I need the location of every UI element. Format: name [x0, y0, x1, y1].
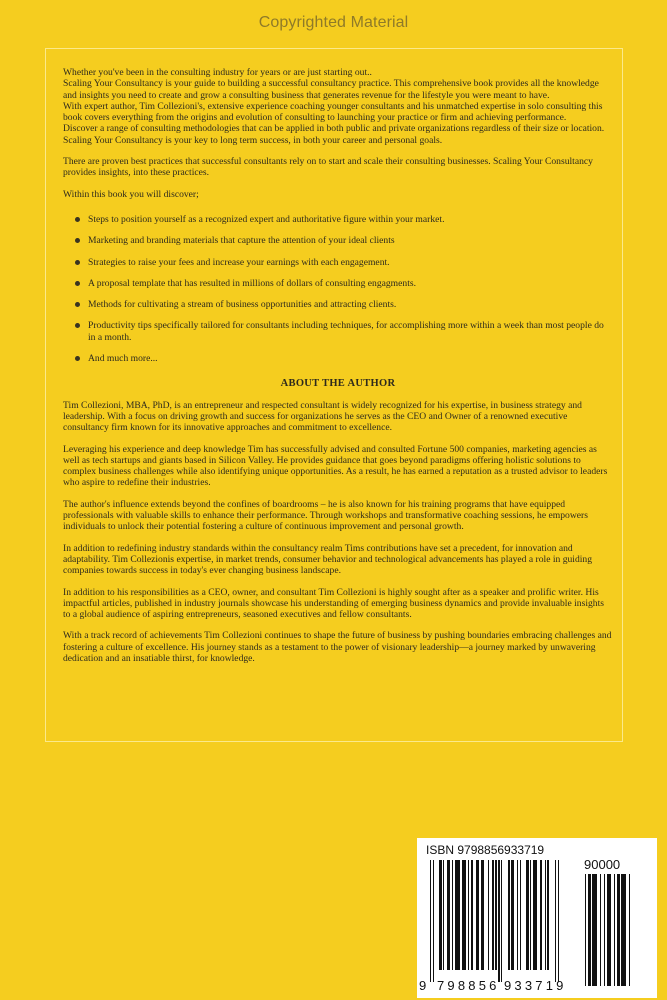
barcode-bar [592, 874, 596, 986]
barcode-bar [455, 860, 461, 970]
barcode-bar [617, 874, 620, 986]
intro-line: Whether you've been in the consulting industry for years or are just starting out.. [63, 67, 372, 78]
barcode-bar [443, 860, 444, 970]
barcode-bar [607, 874, 611, 986]
barcode-bar [555, 860, 556, 982]
about-author-heading: ABOUT THE AUTHOR [280, 378, 396, 390]
intro-block [63, 67, 613, 146]
barcode-bar [533, 860, 537, 970]
barcode-bar [452, 860, 453, 970]
barcode-bar [476, 860, 479, 970]
barcode-bar [545, 860, 546, 970]
barcode-bar [471, 860, 474, 970]
price-code: 90000 [584, 857, 621, 872]
copyright-watermark: Copyrighted Material [258, 14, 409, 31]
barcode-bar [511, 860, 514, 970]
list-item: Productivity tips specifically tailored for consultants including techniques, for accomplishing more within a week than most people do in a month. [75, 320, 613, 343]
discover-list [63, 214, 613, 364]
barcode-bar [495, 860, 496, 970]
barcode-bar [530, 860, 531, 970]
about-paragraph: Leveraging his experience and deep knowledge Tim has successfully advised and consulted Fortune 500 companies, marketing agencies as well as tech startups and giants based in Silicon Valley. He provides guidance that goes beyond paradigms offering holistic solutions to complex business challenges while also identifying unique opportunities. As a result, he has earned a reputation as a trusted advisor to leaders who aspire to redefine their industries. [63, 443, 608, 489]
back-cover-text [63, 67, 613, 674]
barcode-bar [468, 860, 469, 970]
best-practices-paragraph: There are proven best practices that successful consultants rely on to start and scale their consulting businesses. Scaling Your Consultancy provides insights, into these practices. [63, 156, 593, 179]
barcode-bar [600, 874, 601, 986]
barcode-bar [629, 874, 630, 986]
about-paragraph: The author's influence extends beyond the confines of boardrooms – he is also known for his training programs that have equipped professionals with valuable skills to enhance their performance. Through workshops and transformative coaching sessions, he empowers individuals to unlock their potential fostering a culture of continuous improvement and personal growth. [63, 498, 588, 533]
isbn-label: ISBN 9798856933719 [426, 843, 545, 857]
list-item: Marketing and branding materials that capture the attention of your ideal clients [75, 235, 613, 246]
barcode-bar [517, 860, 518, 970]
barcode-bar [588, 874, 591, 986]
list-item: Strategies to raise your fees and increase your earnings with each engagement. [75, 257, 613, 268]
barcode-digit-lead: 9 [419, 978, 427, 993]
intro-line: Discover a range of consulting methodologies that can be applied in both public and private organizations regardless of their size or location. Scaling Your Consultancy is your key to long term success, in both your career and personal goals. [63, 123, 605, 146]
list-item: Steps to position yourself as a recognized expert and authoritative figure within your market. [75, 214, 613, 225]
barcode-bar [604, 874, 605, 986]
barcode-bar [492, 860, 493, 970]
main-barcode-bars [430, 860, 570, 982]
intro-line: Scaling Your Consultancy is your guide to building a successful consultancy practice. This comprehensive book provides all the knowledge and insights you need to create and grow a consulting business that generates revenue for the lifestyle you were meant to have. [63, 78, 599, 101]
barcode-bar [447, 860, 450, 970]
barcode-bar [488, 860, 489, 970]
about-paragraph: In addition to redefining industry standards within the consultancy realm Tims contributions have set a precedent, for innovation and adaptability. Tim Collezionis expertise, in market trends, consumer behavior and technological advancements has played a role in guiding companies towards success in today's ever changing business landscape. [63, 542, 593, 577]
barcode-bar [547, 860, 548, 970]
barcode-bar [462, 860, 466, 970]
about-paragraph: With a track record of achievements Tim Collezioni continues to shape the future of business by pushing boundaries embracing challenges and fostering a culture of excellence. His journey stands as a testament to the power of visionary leadership—a journey marked by unwavering dedication and an insatiable thirst, for knowledge. [63, 630, 612, 664]
barcode-bar [585, 874, 586, 986]
discover-intro: Within this book you will discover; [63, 188, 199, 200]
barcode-bar [621, 874, 625, 986]
barcode-bar [439, 860, 442, 970]
barcode-bar [614, 874, 615, 986]
list-item: A proposal template that has resulted in millions of dollars of consulting engagments. [75, 278, 613, 289]
barcode-bar [433, 860, 434, 982]
barcode-bar [520, 860, 521, 970]
barcode-bar [540, 860, 541, 970]
barcode-bar [558, 860, 559, 982]
addon-barcode-bars [585, 874, 641, 986]
barcode-bar [430, 860, 431, 982]
barcode-bar [508, 860, 509, 970]
about-paragraph: In addition to his responsibilities as a CEO, owner, and consultant Tim Collezioni is highly sought after as a speaker and prolific writer. His impactful articles, published in industry journals showcase his understanding of emerging business dynamics and provide invaluable insights to a global audience of aspiring entrepreneurs, seasoned executives and fellow consultants. [63, 586, 604, 621]
isbn-barcode [417, 838, 657, 998]
barcode-digits-left: 798856 [437, 978, 500, 993]
intro-line: With expert author, Tim Collezioni's, extensive experience coaching younger consultants and his unmatched expertise in solo consulting this book covers everything from the origins and evolution of consulting to launching your practice or firm and achieving performance. [63, 100, 603, 124]
barcode-digits-right: 933719 [504, 978, 567, 993]
barcode-bar [481, 860, 484, 970]
barcode-bar [526, 860, 529, 970]
about-paragraph: Tim Collezioni, MBA, PhD, is an entrepreneur and respected consultant is widely recognized for his expertise, in business strategy and leadership. With a focus on driving growth and success for organizations he serves as the CEO and Owner of a renowned executive consultancy firm known for its innovative approaches and commitment to excellence. [63, 399, 582, 434]
barcode-bar [498, 860, 499, 982]
barcode-bar [501, 860, 502, 982]
list-item: And much more... [75, 353, 613, 364]
list-item: Methods for cultivating a stream of business opportunities and attracting clients. [75, 299, 613, 310]
